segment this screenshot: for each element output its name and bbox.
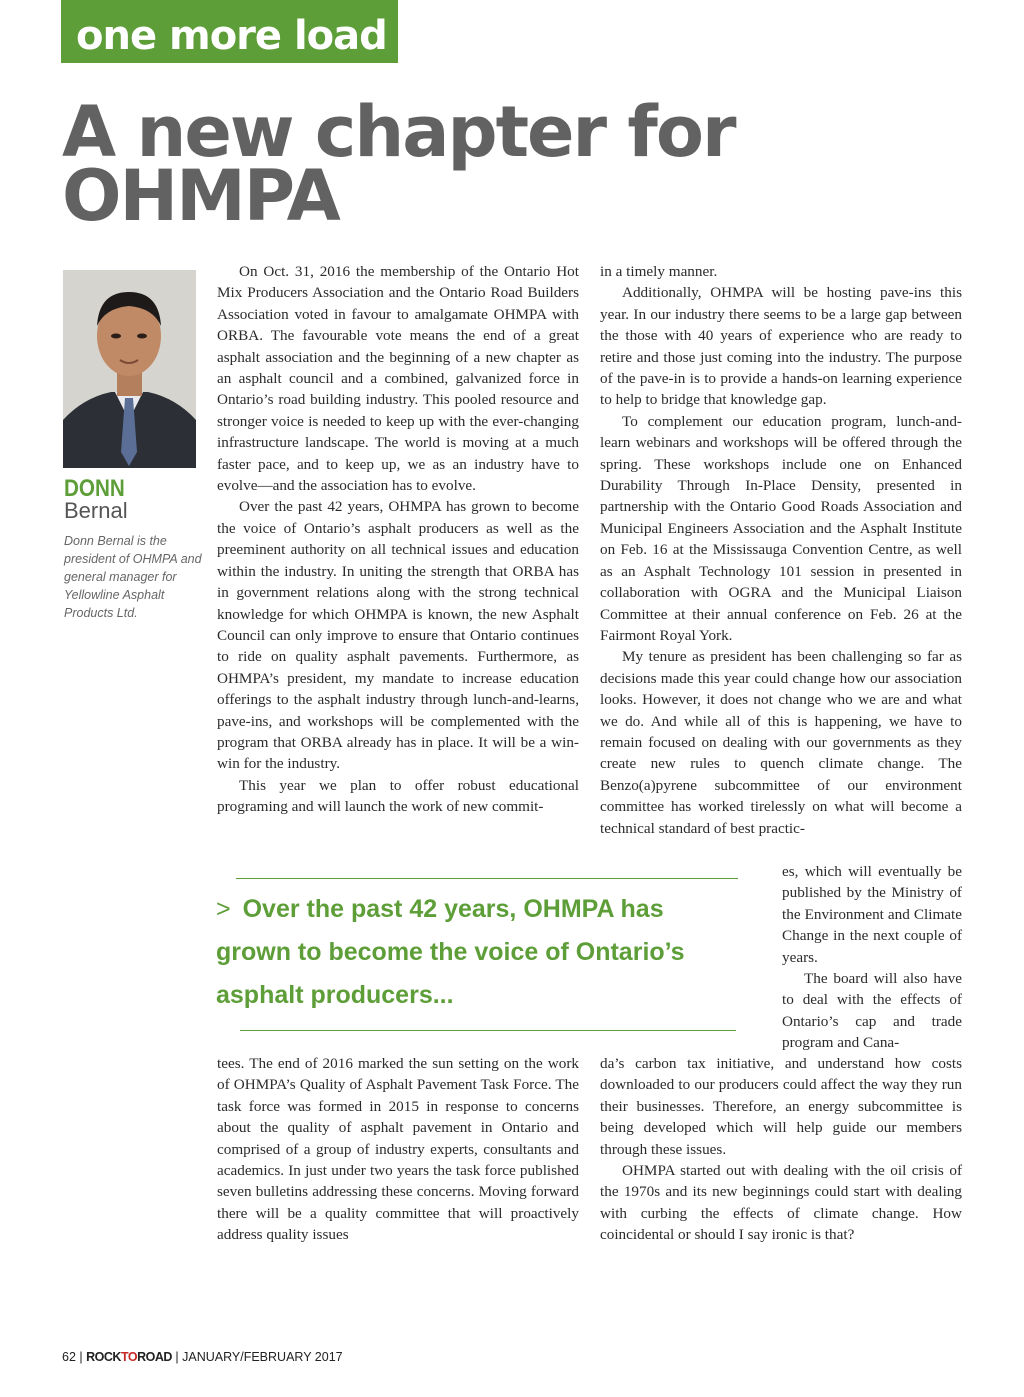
article-column-1-top [217,261,579,818]
section-tag: one more load [61,0,398,63]
article-paragraph: Over the past 42 years, OHMPA has grown to become the voice of Ontario’s asphalt producers as well as the preeminent authority on all technical issues and education within the industry. In uniting the strength that ORBA has in government relations along with the strong technical knowledge for which OHMPA is known, the new Asphalt Council can only improve to ensure that Ontario continues to ride on quality asphalt pavements. Furthermore, as OHMPA’s president, my mandate to increase education offerings to the asphalt industry through lunch-and-learns, pave-ins, and workshops will be complemented with the program that ORBA already has in place. It will be a win-win for the industry. [217,498,579,773]
article-paragraph: My tenure as president has been challenging so far as decisions made this year could change how our association looks. However, it does not change who we are and what we do. And while all of this is happening, we have to remain focused on dealing with our governments as they create new rules to quench climate change. The Benzo(a)pyrene subcommittee of our environment committee has worked tirelessly on what will become a technical standard of best practic- [600,648,962,837]
pull-quote-text: Over the past 42 years, OHMPA has grown to become the voice of Ontario’s asphalt producers... [216,895,685,1009]
article-paragraph: Additionally, OHMPA will be hosting pave-ins this year. In our industry there seems to be a large gap between the those with 40 years of experience who are ready to retire and those just coming into the industry. The purpose of the pave-in is to provide a hands-on learning experience to help to bridge that knowledge gap. [600,284,962,409]
article-paragraph: in a timely manner. [600,263,718,280]
article-paragraph: es, which will eventually be published by the Ministry of the Environment and Climate Change in the next couple of years. [782,863,962,966]
brand-part: ROCK [86,1350,121,1364]
article-column-1-bottom [217,1053,579,1246]
issue-date: JANUARY/FEBRUARY 2017 [182,1350,343,1364]
article-paragraph: tees. The end of 2016 marked the sun setting on the work of OHMPA’s Quality of Asphalt Pavement Task Force. The task force was formed in 2015 in response to concerns about the quality of asphalt pavement in Ontario and comprised of a group of industry experts, consultants and academics. In just under two years the task force published seven bulletins addressing these concerns. Moving forward there will be a quality committee that will proactively address quality issues [217,1055,579,1244]
article-paragraph: On Oct. 31, 2016 the membership of the Ontario Hot Mix Producers Association and the Ontario Road Builders Association voted in favour to amalgamate OHMPA with ORBA. The favourable vote means the end of a great asphalt association and the beginning of a new chapter as an asphalt council and a combined, galvanized force in Ontario’s road building industry. This pooled resource and stronger voice is needed to keep up with the ever-changing infrastructure landscape. The world is moving at a much faster pace, and to keep up, we as an industry have to evolve—and the association has to evolve. [217,263,579,495]
article-column-2-bottom [600,1053,962,1246]
magazine-brand [86,1350,172,1364]
footer-separator: | [79,1350,83,1364]
article-paragraph: This year we plan to offer robust educational programing and will launch the work of new commit- [217,776,579,816]
pull-quote-top-rule [236,878,738,879]
article-paragraph: The board will also have to deal with the effects of Ontario’s cap and trade program and Cana- [782,970,962,1052]
page-footer [62,1350,343,1364]
pull-quote-bottom-rule [240,1030,736,1031]
headline: A new chapter for OHMPA [62,91,735,237]
author-last-name: Bernal [64,498,128,523]
page-number: 62 [62,1350,76,1364]
footer-separator: | [175,1350,179,1364]
author-photo [63,270,196,468]
author-bio: Donn Bernal is the president of OHMPA and general manager for Yellowline Asphalt Products Ltd. [64,534,202,620]
article-paragraph: da’s carbon tax initiative, and understand how costs downloaded to our producers could affect the way they run their businesses. Therefore, an energy subcommittee is being developed which will help guide our members through these issues. [600,1055,962,1158]
article-paragraph: OHMPA started out with dealing with the oil crisis of the 1970s and its new beginnings could start with dealing with curbing the effects of climate change. How coincidental or should I say ironic is that? [600,1162,962,1244]
brand-part: ROAD [137,1350,172,1364]
author-first-name: DONN [64,475,125,502]
pull-quote-mark: > [216,895,231,923]
pull-quote [216,888,736,1017]
article-column-2-narrow [782,861,962,1054]
portrait-illustration [63,270,196,468]
brand-part: TO [120,1350,138,1364]
article-paragraph: To complement our education program, lunch-and-learn webinars and workshops will be offered through the spring. These workshops include one on Enhanced Durability Through In-Place Density, presented in partnership with the Ontario Good Roads Association and Municipal Engineers Association and the Asphalt Institute on Feb. 16 at the Mississauga Convention Centre, as well as an Asphalt Technology 101 session in presented in collaboration with OGRA and the Municipal Liaison Committee at their annual conference on Feb. 26 at the Fairmont Royal York. [600,412,962,644]
article-column-2-top [600,261,962,839]
